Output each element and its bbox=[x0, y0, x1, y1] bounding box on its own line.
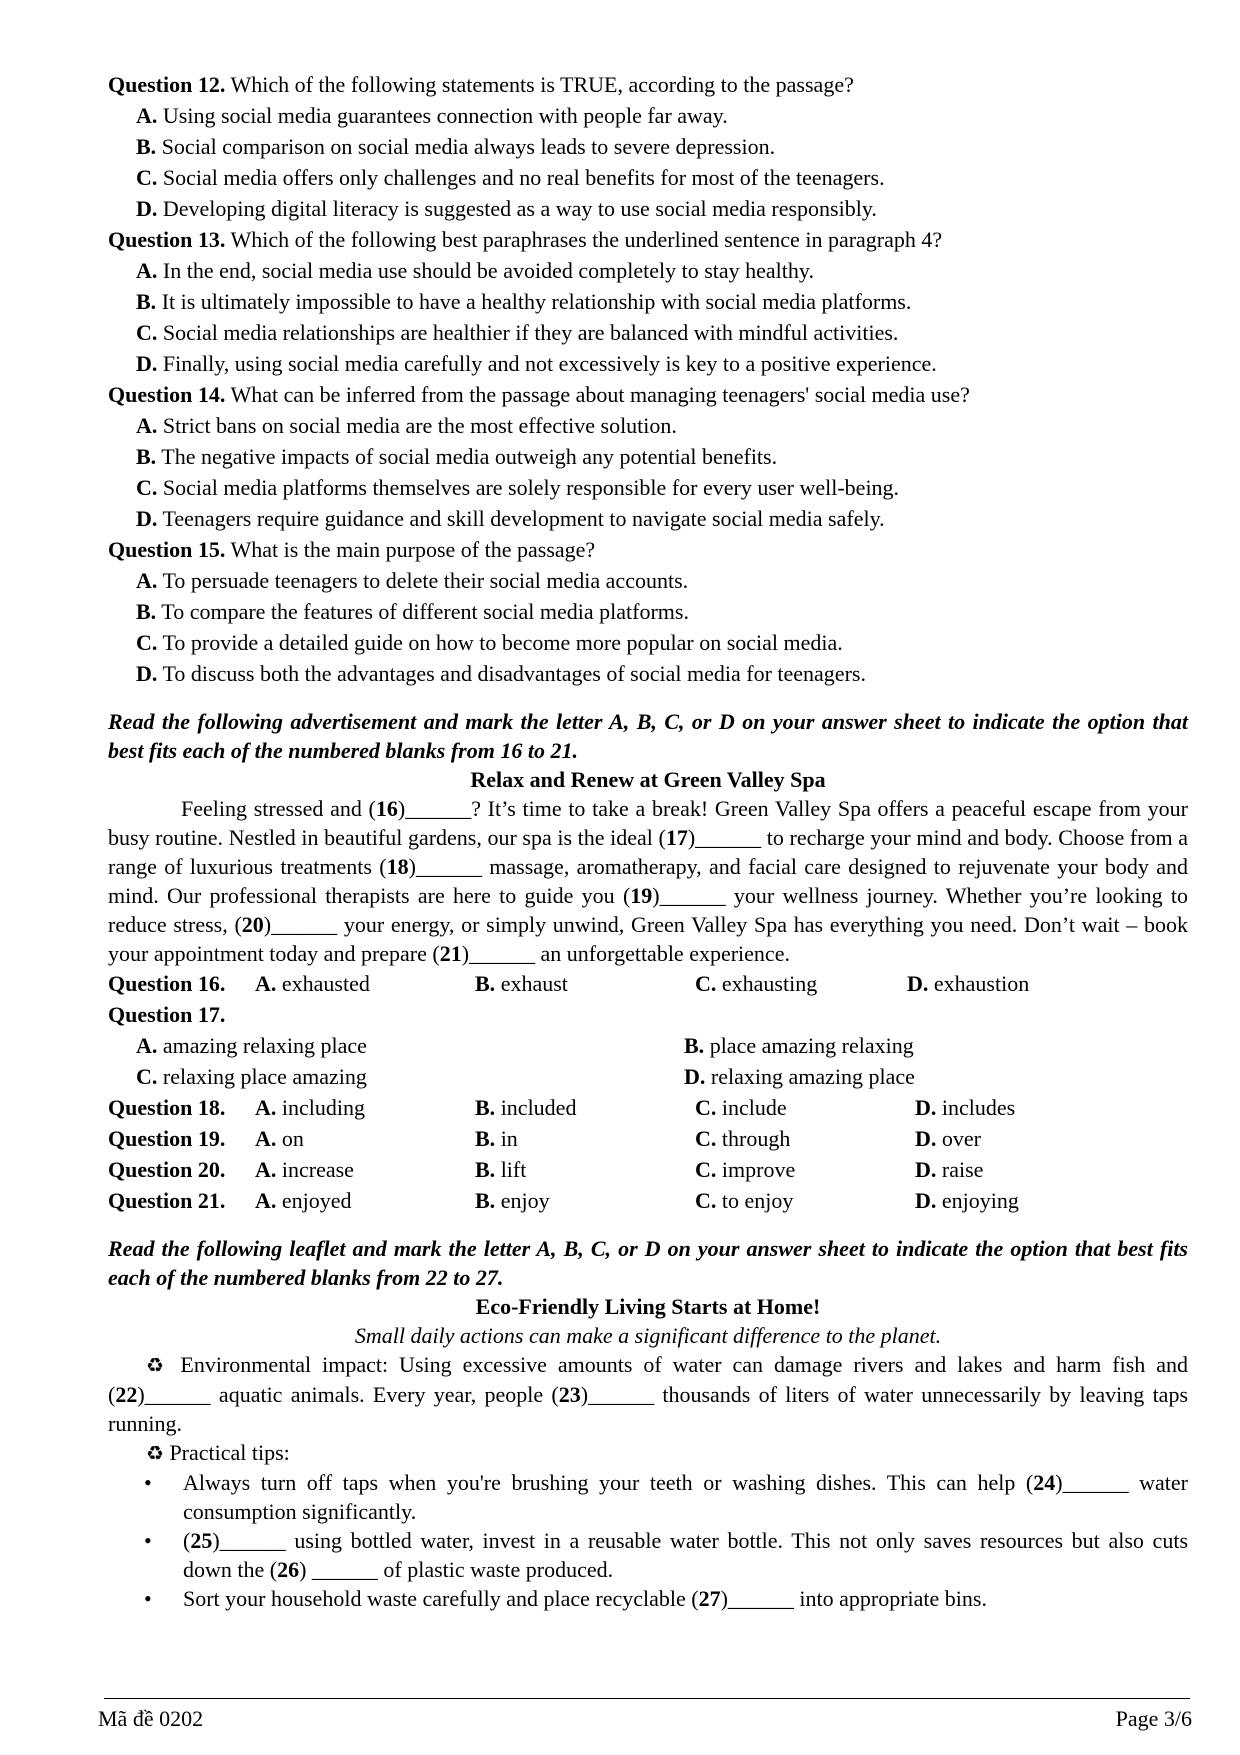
question-14: Question 14. What can be inferred from the passage about managing teenagers' social media use? bbox=[108, 382, 970, 407]
bullet-icon: • bbox=[144, 1470, 152, 1495]
option: D. Developing digital literacy is suggested as a way to use social media responsibly. bbox=[136, 196, 877, 221]
ad-passage: Feeling stressed and (16)______? It’s time to take a break! Green Valley Spa offers a peaceful escape from your busy routine. Nestled in beautiful gardens, our spa is the ideal (17)______ to recharge your mind and body. Choose from a range of luxurious treatments (18)______ massage, aromatherapy, and facial care designed to rejuvenate your body and mind. Our professional therapists are here to guide you (19)______ your wellness journey. Whether you’re looking to reduce stress, (20)______ your energy, or simply unwind, Green Valley Spa has everything you need. Don’t wait – book your appointment today and prepare (21)______ an unforgettable experience. bbox=[108, 796, 1189, 966]
question-13: Question 13. Which of the following best paraphrases the underlined sentence in paragraph 4? bbox=[108, 227, 943, 252]
leaflet-env-impact: ♻ Environmental impact: Using excessive amounts of water can damage rivers and lakes and harm fish and (22)______ aquatic animals. Every year, people (23)______ thousands of liters of water unnecessarily by leaving taps running. bbox=[108, 1352, 1189, 1436]
option: B. Social comparison on social media always leads to severe depression. bbox=[136, 134, 776, 159]
list-item: • Always turn off taps when you're brushing your teeth or washing dishes. This can help (24)______ water consumption significantly. bbox=[144, 1470, 1188, 1524]
leaflet-tips-label: ♻ Practical tips: bbox=[146, 1440, 290, 1465]
option: A. In the end, social media use should be avoided completely to stay healthy. bbox=[136, 258, 814, 283]
page-number: Page 3/6 bbox=[1115, 1706, 1192, 1731]
question-21: Question 21. A. enjoyed B. enjoy C. to enjoy D. enjoying bbox=[108, 1188, 1019, 1213]
question-15: Question 15. What is the main purpose of the passage? bbox=[108, 537, 596, 562]
option: A. Using social media guarantees connection with people far away. bbox=[136, 103, 728, 128]
leaflet-subtitle: Small daily actions can make a significant difference to the planet. bbox=[354, 1323, 942, 1348]
leaflet-title: Eco-Friendly Living Starts at Home! bbox=[475, 1294, 821, 1319]
exam-code: Mã đề 0202 bbox=[98, 1706, 204, 1731]
bullet-icon: • bbox=[144, 1528, 152, 1553]
recycle-icon: ♻ bbox=[146, 1353, 170, 1377]
leaflet-instruction: Read the following leaflet and mark the letter A, B, C, or D on your answer sheet to indicate the option that best fits each of the numbered blanks from 22 to 27. bbox=[108, 1236, 1188, 1290]
question-19: Question 19. A. on B. in C. through D. over bbox=[108, 1126, 981, 1151]
question-18: Question 18. A. including B. included C. include D. includes bbox=[108, 1095, 1016, 1120]
question-16: Question 16. A. exhausted B. exhaust C. exhausting bbox=[108, 971, 818, 996]
option: D. Finally, using social media carefully and not excessively is key to a positive experience. bbox=[136, 351, 937, 376]
option: B. To compare the features of different social media platforms. bbox=[136, 599, 689, 624]
option: A. To persuade teenagers to delete their social media accounts. bbox=[136, 568, 689, 593]
list-item: • (25)______ using bottled water, invest in a reusable water bottle. This not only saves resources but also cuts down the (26) ______ of plastic waste produced. bbox=[144, 1528, 1188, 1582]
recycle-icon: ♻ bbox=[146, 1441, 164, 1465]
question-20: Question 20. A. increase B. lift C. improve D. raise bbox=[108, 1157, 984, 1182]
option: D. To discuss both the advantages and disadvantages of social media for teenagers. bbox=[136, 661, 866, 686]
question-17-options: A. amazing relaxing place B. place amazing relaxing C. relaxing place amazing D. relaxing amazing place bbox=[136, 1033, 915, 1089]
option: D. Teenagers require guidance and skill development to navigate social media safely. bbox=[136, 506, 885, 531]
bullet-icon: • bbox=[144, 1586, 152, 1611]
tips-list bbox=[108, 1468, 1188, 1613]
exam-page: Question 12. Which of the following statements is TRUE, according to the passage? A. Using social media guarantees connection with people far away. B. Social comparison on social media always leads to severe depression. C. Social media offers only challenges and no real benefits for most of the teenagers. D. Developing digital literacy is suggested as a way to use social media responsibly. Question 13. Which of the following best paraphrases the underlined sentence in paragraph 4? A. In the end, social media use should be avoided completely to stay healthy. B. It is ultimately impossible to have a healthy relationship with social media platforms. C. Social media relationships are healthier if they are balanced with mindful activities. D. Finally, using social media carefully and not excessively is key to a positive experience. Question 14. What can be inferred from the passage about managing teenagers' social media use? A. Strict bans on social media are the most effective solution. B. The negative impacts of social media outweigh any potential benefits. C. Social media platforms themselves are solely responsible for every user well-being. D. Teenagers require guidance and skill development to navigate social media safely. Question 15. What is the main purpose of the passage? A. To persuade teenagers to delete their social media accounts. B. To compare the features of different social media platforms. C. To provide a detailed guide on how to become more popular on social media. D. To discuss both the advantages and disadvantages of social media for teenagers. Read the following advertisement and mark the letter A, B, C, or D on your answer sheet to indicate the option that best fits each of the numbered blanks from 16 to 21. Relax and Renew at Green Valley Spa Feeling stressed and (16)______? It’s time to take a break! Green Valley Spa offers a peaceful escape from your busy routine. Nestled in beautiful gardens, our spa is the ideal (17)______ to recharge your mind and body. Choose from a range of luxurious treatments (18)______ massage, aromatherapy, and facial care designed to rejuvenate your body and mind. Our professional therapists are here to guide you (19)______ your wellness journey. Whether you’re looking to reduce stress, (20)______ your energy, or simply unwind, Green Valley Spa has everything you need. Don’t wait – book your appointment today and prepare (21)______ an unforgettable experience. Question 16. A. exhausted B. exhaust C. exhausting D. exhaustion Question 17. A. amazing relaxing place B. place amazing relaxing C. relaxing place amazing D. relaxing amazing place Question 18. A. including B. included C. include D. includes Question 19. A. on B. in C. through D. over Question 20. A. increase B. lift C. improve D. raise Question 21. A. enjoyed B. enjoy C. to enjoy D. enjoying Read the following leaflet and mark the letter A, B, C, or D on your answer sheet to indicate the option that best fits each of the numbered blanks from 22 to 27. Eco-Friendly Living Starts at Home! Small daily actions can make a significant difference to the planet. ♻ Environmental impact: Using excessive amounts of water can damage rivers and lakes and harm fish and (22)______ aquatic animals. Every year, people (23)______ thousands of liters of water unnecessarily by leaving taps running. ♻ Practical tips: • Always turn off taps when you're brushing your teeth or washing dishes. This can help (24)______ water consumption significantly. • (25)______ using bottled water, invest in a reusable water bottle. This not only saves resources but also cuts down the (26) ______ of plastic waste produced. • Sort your household waste carefully and place recyclable (27)______ into appropriate bins. bbox=[108, 69, 1188, 1613]
ad-instruction: Read the following advertisement and mark the letter A, B, C, or D on your answer sheet to indicate the option that best fits each of the numbered blanks from 16 to 21. bbox=[108, 709, 1188, 763]
question-12: Question 12. Which of the following statements is TRUE, according to the passage? bbox=[108, 72, 854, 97]
footer-divider bbox=[104, 1698, 1190, 1699]
question-17: Question 17. bbox=[108, 1002, 226, 1027]
option: C. Social media offers only challenges and no real benefits for most of the teenagers. bbox=[136, 165, 885, 190]
option: C. Social media relationships are healthier if they are balanced with mindful activities. bbox=[136, 320, 899, 345]
option: A. Strict bans on social media are the most effective solution. bbox=[136, 413, 677, 438]
option: C. To provide a detailed guide on how to become more popular on social media. bbox=[136, 630, 843, 655]
list-item: • Sort your household waste carefully and place recyclable (27)______ into appropriate bins. bbox=[144, 1586, 987, 1611]
option: B. The negative impacts of social media outweigh any potential benefits. bbox=[136, 444, 778, 469]
ad-title: Relax and Renew at Green Valley Spa bbox=[470, 767, 826, 792]
option: B. It is ultimately impossible to have a healthy relationship with social media platforms. bbox=[136, 289, 912, 314]
option: C. Social media platforms themselves are solely responsible for every user well-being. bbox=[136, 475, 900, 500]
